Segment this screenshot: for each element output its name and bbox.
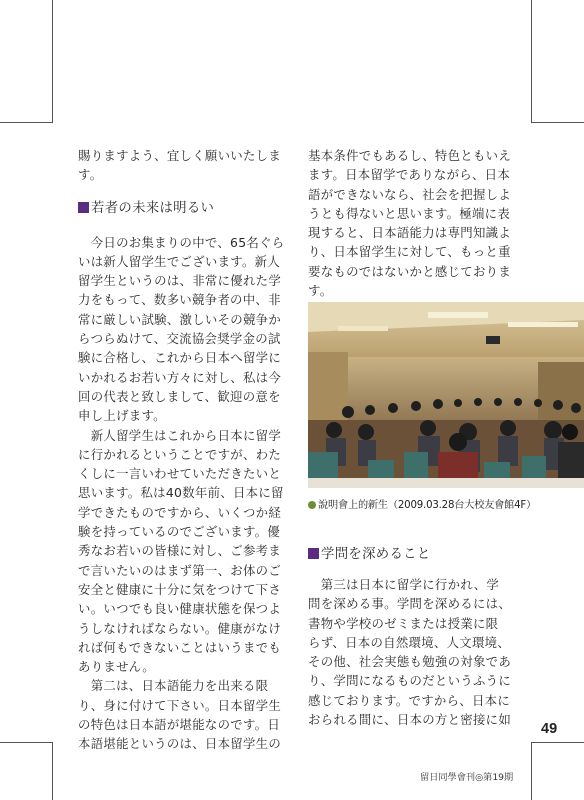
text-line: す。	[308, 283, 333, 299]
crop-mark	[531, 742, 584, 743]
text-line: その他、社会実態も勉強の対象であ	[308, 654, 512, 670]
text-line: 感じております。ですから、日本に	[308, 692, 511, 708]
text-line: 験を持っているのでございます。優	[78, 524, 281, 540]
text-line: 書物や学校のゼミまたは授業に限	[308, 615, 499, 631]
text-line: 本語堪能というのは、日本留学生の	[78, 736, 282, 752]
text-line: 第三は日本に留学に行かれ、学	[308, 577, 500, 592]
text-line: 賜りますよう、宜しく願いいたしま	[78, 148, 282, 163]
text-line: いは新人留学生でございます。新人	[78, 253, 281, 269]
heading-square-icon	[78, 202, 89, 213]
page-number: 49	[541, 721, 558, 737]
text-line: 現すると、日本語能力は専門知識よ	[308, 225, 512, 241]
text-line: に行かれるということですが、わた	[78, 446, 282, 462]
crop-mark	[52, 0, 53, 122]
event-photo	[308, 302, 584, 488]
text-line: り、身に付けて下さい。日本留学生	[78, 697, 282, 713]
text-line: 力をもって、数多い競争者の中、非	[78, 292, 281, 308]
photo-caption: 說明會上的新生（2009.03.28台大校友會館4F）	[308, 496, 536, 511]
text-line: 問を深める事。学問を深めるには、	[308, 596, 512, 612]
text-line: らず、日本の自然環境、人文環境、	[308, 634, 511, 650]
seminar-photo-image	[308, 302, 584, 488]
left-column-body	[78, 233, 290, 754]
text-line: 今日のお集まりの中で、65名ぐら	[78, 234, 285, 250]
text-line: いかれるお若い方々に対し、私は今	[78, 369, 282, 385]
text-line: 学できたものですから、いくつか経	[78, 504, 282, 520]
crop-mark	[52, 742, 53, 800]
text-line: 新人留学生はこれから日本に留学	[78, 427, 282, 443]
journal-footer: 留日同學會刊◎第19期	[420, 772, 514, 783]
text-line: り、日本留学生に対して、もっと重	[308, 244, 511, 260]
left-column-intro	[78, 146, 290, 185]
crop-mark	[531, 122, 584, 123]
text-line: で言いたいのはまず第一、お体のご	[78, 562, 282, 578]
section-heading-study: 学問を深めること	[308, 545, 520, 565]
crop-mark	[531, 0, 532, 122]
text-line: らつらぬけて、交流協会奨学金の試	[78, 331, 281, 347]
text-line: 基本条件でもあるし、特色ともいえ	[308, 148, 512, 163]
text-line: れば何もできないことはいうまでも	[78, 639, 282, 655]
section-heading-youth: 若者の未来は明るい	[78, 199, 290, 219]
text-line: 秀なお若いの皆様に対し、ご参考ま	[78, 543, 282, 559]
text-line: す。	[78, 167, 103, 183]
text-line: 語ができないなら、社会を把握しよ	[308, 186, 512, 202]
crop-mark	[0, 742, 53, 743]
text-line: くしに一言いわせていただきたいと	[78, 466, 282, 482]
text-line: 第二は、日本語能力を出来る限	[78, 678, 269, 694]
text-line: い。いつでも良い健康状態を保つよ	[78, 601, 282, 617]
text-line: り、学問になるものだというふうに	[308, 673, 512, 689]
bullet-dot-icon	[308, 501, 316, 509]
left-column	[78, 146, 290, 754]
crop-mark	[0, 122, 53, 123]
heading-square-icon	[308, 548, 319, 559]
right-column-lower	[308, 545, 520, 729]
right-column-intro	[308, 146, 520, 300]
crop-mark	[531, 742, 532, 800]
text-line: 申し上げます。	[78, 408, 166, 424]
text-line: 思います。私は40数年前、日本に留	[78, 485, 284, 501]
text-line: 安全と健康に十分に気をつけて下さ	[78, 581, 282, 597]
text-line: 回の代表と致しまして、歓迎の意を	[78, 388, 281, 404]
text-line: 留学生というのは、非常に優れた学	[78, 273, 282, 289]
text-line: おられる間に、日本の方と密接に如	[308, 712, 512, 728]
text-line: うしなければならない。健康がなけ	[78, 620, 282, 636]
right-column-body	[308, 575, 520, 729]
text-line: ありません。	[78, 659, 155, 675]
text-line: 要なものではないかと感じておりま	[308, 263, 512, 279]
text-line: 常に厳しい試験、激しいその競争か	[78, 311, 282, 327]
text-line: ます。日本留学でありながら、日本	[308, 167, 511, 183]
text-line: うとも得ないと思います。極端に表	[308, 205, 511, 221]
text-line: 験に合格し、これから日本へ留学に	[78, 350, 282, 366]
right-column	[308, 146, 520, 300]
text-line: の特色は日本語が堪能なのです。日	[78, 717, 281, 733]
